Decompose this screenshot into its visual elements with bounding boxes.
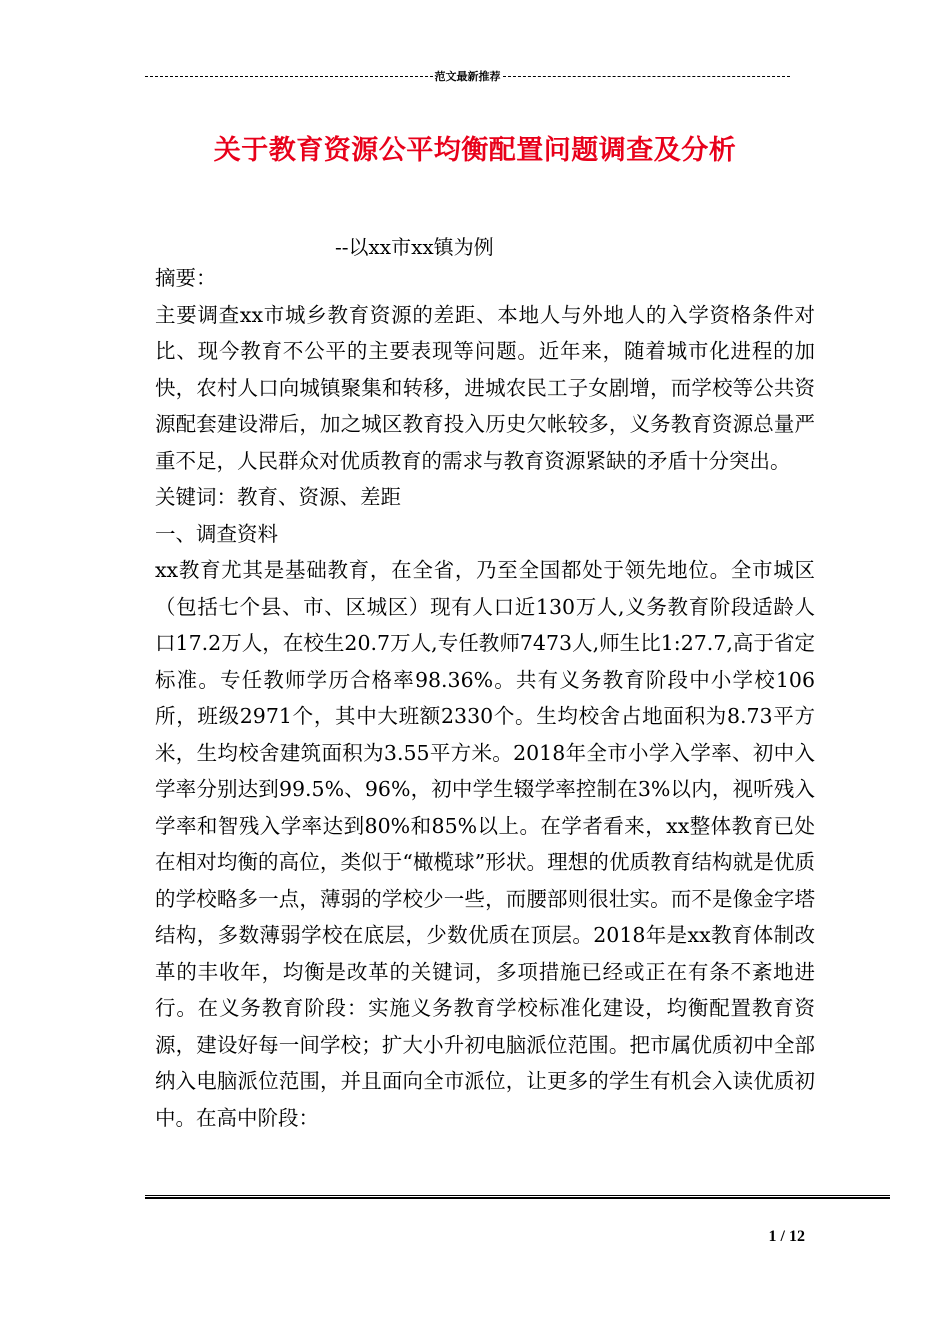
keywords-line: 关键词：教育、资源、差距: [155, 485, 401, 509]
document-title: 关于教育资源公平均衡配置问题调查及分析: [213, 135, 737, 166]
document-subtitle: --以xx市xx镇为例: [335, 235, 494, 259]
page-number: 1 / 12: [768, 1228, 805, 1245]
footer-rule: [145, 1195, 890, 1199]
abstract-label: 摘要：: [155, 266, 217, 290]
header-rule: [145, 68, 790, 84]
section-paragraph: xx教育尤其是基础教育，在全省，乃至全国都处于领先地位。全市城区（包括七个县、市、区城区）现有人口近130万人,义务教育阶段适龄人口17.2万人，在校生20.7万人,专任教师7473人,师生比1:27.7,高于省定标准。专任教师学历合格率98.36%。共有义务教育阶段中小学校106所，班级2971个，其中大班额2330个。生均校舍占地面积为8.73平方米，生均校舍建筑面积为3.55平方米。2018年全市小学入学率、初中入学率分别达到99.5%、96%，初中学生辍学率控制在3%以内，视听残入学率和智残入学率达到80%和85%以上。在学者看来，xx整体教育已处在相对均衡的高位，类似于“橄榄球”形状。理想的优质教育结构就是优质的学校略多一点，薄弱的学校少一些，而腰部则很壮实。而不是像金字塔结构，多数薄弱学校在底层，少数优质在顶层。2018年是xx教育体制改革的丰收年，均衡是改革的关键词，多项措施已经或正在有条不紊地进行。在义务教育阶段：实施义务教育学校标准化建设，均衡配置教育资源，建设好每一间学校；扩大小升初电脑派位范围。把市属优质初中全部纳入电脑派位范围，并且面向全市派位，让更多的学生有机会入读优质初中。在高中阶段：: [155, 558, 815, 1130]
header-dash-right: [503, 76, 791, 77]
header-dash-left: [145, 76, 433, 77]
header-label: 范文最新推荐: [434, 70, 501, 83]
section-heading: 一、调查资料: [155, 521, 278, 546]
document-body: [145, 260, 815, 1136]
abstract-paragraph: 主要调查xx市城乡教育资源的差距、本地人与外地人的入学资格条件对比、现今教育不公平的主要表现等问题。近年来，随着城市化进程的加快，农村人口向城镇聚集和转移，进城农民工子女剧增，而学校等公共资源配套建设滞后，加之城区教育投入历史欠帐较多，义务教育资源总量严重不足，人民群众对优质教育的需求与教育资源紧缺的矛盾十分突出。: [155, 302, 815, 473]
